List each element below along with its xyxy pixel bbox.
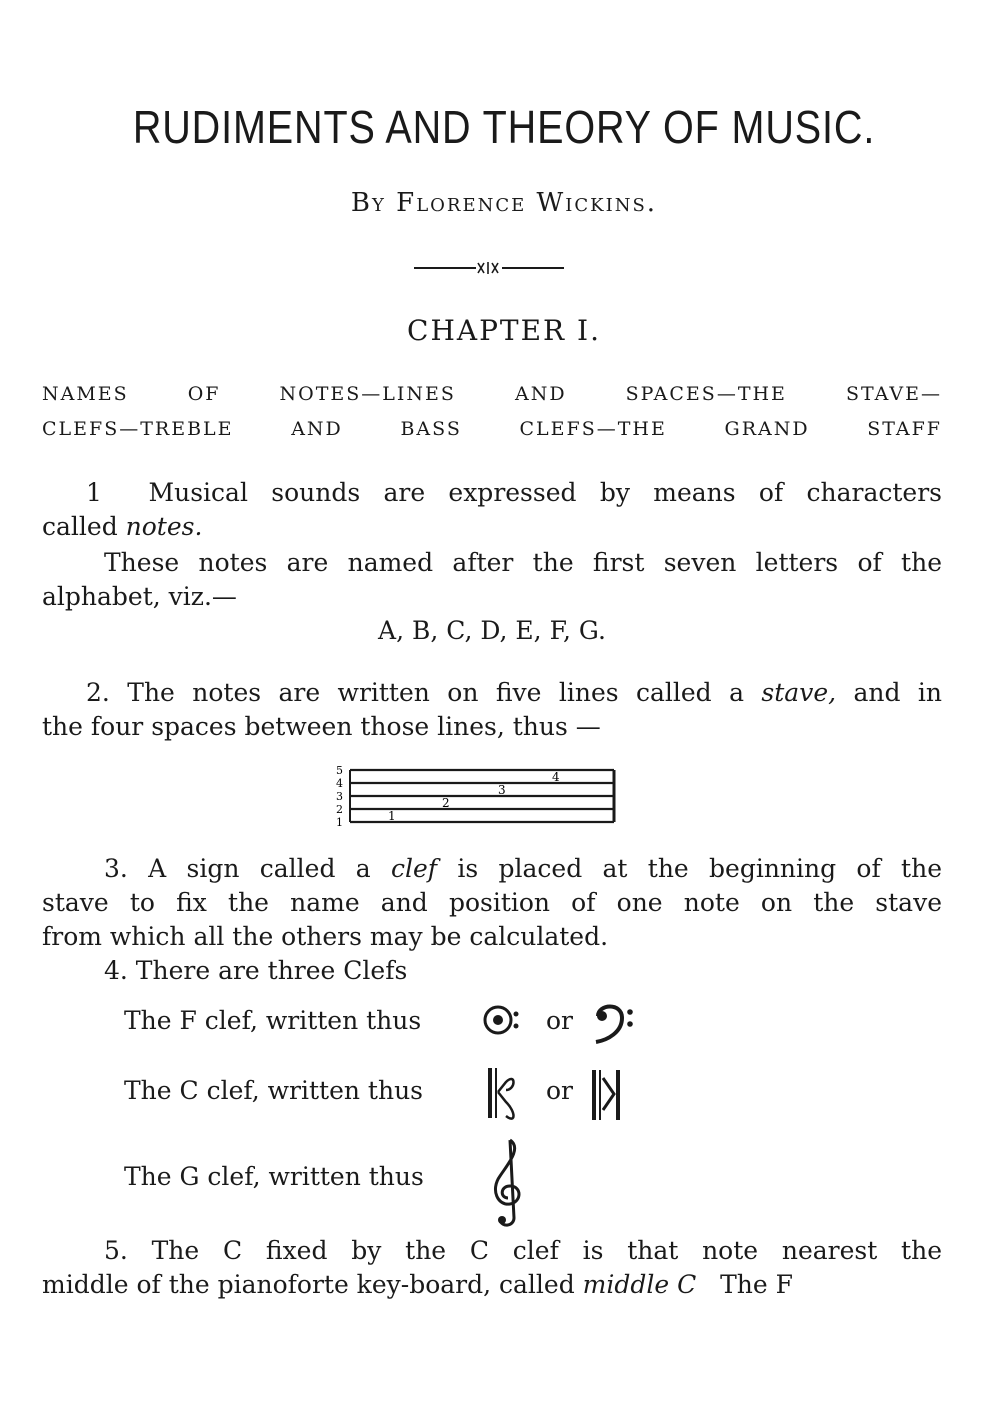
paragraph-5-line-2 xyxy=(42,1268,793,1302)
c-clef-label: The C clef, written thus xyxy=(124,1076,423,1105)
paragraph-1-line-1 xyxy=(86,476,942,510)
paragraph-text: Musical sounds are expressed by means of characters xyxy=(148,478,942,507)
paragraph-number: 1 xyxy=(86,478,102,507)
page-title: RUDIMENTS AND THEORY OF MUSIC. xyxy=(132,101,876,153)
space-number: 3 xyxy=(498,783,506,797)
paragraph-text: The F xyxy=(696,1270,793,1299)
paragraph-text: and in xyxy=(836,678,943,707)
line-number: 4 xyxy=(336,777,343,790)
bass-clef-icon xyxy=(590,1000,636,1046)
chapter-subtitle-line-2: CLEFS—TREBLE AND BASS CLEFS—THE GRAND STAFF xyxy=(42,418,942,440)
paragraph-5-line-1: 5. The C fixed by the C clef is that note nearest the xyxy=(104,1236,942,1265)
space-number: 2 xyxy=(442,796,450,810)
line-number: 2 xyxy=(336,803,343,816)
line-number: 1 xyxy=(336,816,343,829)
paragraph-text: is placed at the beginning of the xyxy=(437,854,942,883)
paragraph-1b-line-1: These notes are named after the first seven letters of the xyxy=(104,548,942,577)
ornament-divider xyxy=(404,258,574,278)
g-clef-label: The G clef, written thus xyxy=(124,1162,424,1191)
paragraph-2-line-1 xyxy=(86,676,942,710)
f-clef-label: The F clef, written thus xyxy=(124,1006,422,1035)
chapter-heading: CHAPTER I. xyxy=(407,314,601,347)
paragraph-text: middle of the pianoforte key-board, called xyxy=(42,1270,583,1299)
paragraph-4-line-1: 4. There are three Clefs xyxy=(104,956,408,985)
emphasis-text: middle C xyxy=(582,1270,697,1299)
or-word: or xyxy=(546,1006,574,1035)
author-byline: By Florence Wickins. xyxy=(350,188,658,218)
emphasis-text: notes. xyxy=(125,512,203,541)
emphasis-text: clef xyxy=(391,854,438,883)
paragraph-text: 3. A sign called a xyxy=(104,854,391,883)
f-clef-icon xyxy=(482,1002,522,1042)
g-clef-icon xyxy=(482,1134,530,1230)
paragraph-1b-line-2: alphabet, viz.— xyxy=(42,582,237,611)
line-number: 3 xyxy=(336,790,343,803)
paragraph-1-line-2 xyxy=(42,510,202,544)
paragraph-2-line-2: the four spaces between those lines, thus — xyxy=(42,712,601,741)
or-word: or xyxy=(546,1076,574,1105)
paragraph-3-line-2: stave to fix the name and position of one note on the stave xyxy=(42,888,942,917)
paragraph-3-line-1 xyxy=(104,852,942,886)
paragraph-3-line-3: from which all the others may be calculated. xyxy=(42,922,609,951)
c-clef-alt-icon xyxy=(590,1068,624,1122)
line-number: 5 xyxy=(336,764,343,777)
chapter-subtitle-line-1: NAMES OF NOTES—LINES AND SPACES—THE STAVE— xyxy=(42,383,942,405)
paragraph-text: called xyxy=(42,512,126,541)
emphasis-text: stave, xyxy=(761,678,837,707)
paragraph-text: 2. The notes are written on five lines called a xyxy=(86,678,762,707)
space-number: 4 xyxy=(552,770,560,784)
c-clef-icon xyxy=(486,1066,520,1124)
stave-diagram xyxy=(330,762,620,834)
note-letters: A, B, C, D, E, F, G. xyxy=(378,616,606,645)
space-number: 1 xyxy=(388,809,396,823)
